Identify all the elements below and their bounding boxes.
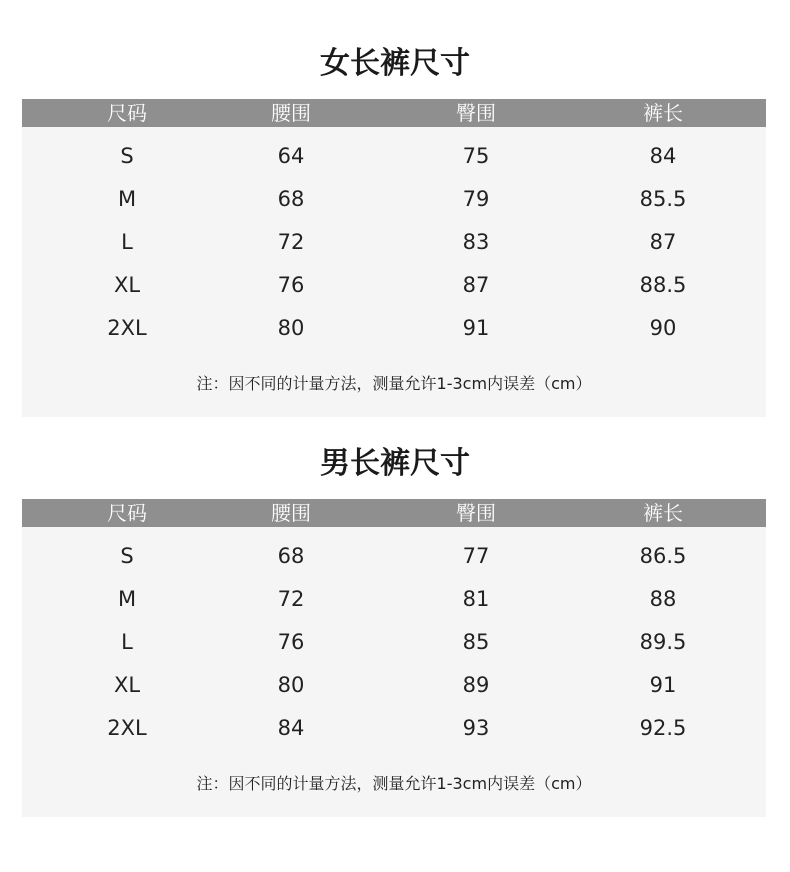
measurement-note: 注：因不同的计量方法，测量允许1-3cm内误差（cm） xyxy=(196,774,592,793)
size-cell: M xyxy=(117,187,137,211)
size-cell: XL xyxy=(113,673,141,697)
size-cell: S xyxy=(120,144,134,168)
women-size-title: 女长裤尺寸 xyxy=(320,46,470,81)
size-cell: L xyxy=(121,630,133,654)
table-row xyxy=(22,221,766,264)
table-row xyxy=(22,707,766,750)
table-row xyxy=(22,307,766,350)
length-cell: 85.5 xyxy=(639,187,687,211)
header-waist: 腰围 xyxy=(271,501,311,525)
table-row xyxy=(22,578,766,621)
hip-cell: 81 xyxy=(462,587,490,611)
hip-cell: 77 xyxy=(462,544,490,568)
size-cell: S xyxy=(120,544,134,568)
waist-cell: 72 xyxy=(277,587,305,611)
hip-cell: 93 xyxy=(462,716,490,740)
waist-cell: 80 xyxy=(277,673,305,697)
hip-cell: 79 xyxy=(462,187,490,211)
women-size-table xyxy=(22,99,766,417)
hip-cell: 75 xyxy=(462,144,490,168)
waist-cell: 76 xyxy=(277,630,305,654)
header-size: 尺码 xyxy=(107,101,147,125)
header-hip: 臀围 xyxy=(456,501,496,525)
table-row xyxy=(22,135,766,178)
men-size-title: 男长裤尺寸 xyxy=(320,446,470,481)
waist-cell: 72 xyxy=(277,230,305,254)
waist-cell: 76 xyxy=(277,273,305,297)
size-cell: 2XL xyxy=(107,716,147,740)
header-length: 裤长 xyxy=(643,501,683,525)
women-size-section xyxy=(0,42,790,422)
hip-cell: 91 xyxy=(462,316,490,340)
length-cell: 88 xyxy=(649,587,677,611)
size-cell: M xyxy=(117,587,137,611)
header-hip: 臀围 xyxy=(456,101,496,125)
waist-cell: 80 xyxy=(277,316,305,340)
table-header-row xyxy=(22,499,766,527)
table-header-row xyxy=(22,99,766,127)
length-cell: 88.5 xyxy=(639,273,687,297)
length-cell: 92.5 xyxy=(639,716,687,740)
men-size-table xyxy=(22,499,766,817)
waist-cell: 68 xyxy=(277,544,305,568)
header-length: 裤长 xyxy=(643,101,683,125)
header-size: 尺码 xyxy=(107,501,147,525)
table-row xyxy=(22,621,766,664)
men-size-section xyxy=(0,442,790,822)
length-cell: 86.5 xyxy=(639,544,687,568)
size-cell: L xyxy=(121,230,133,254)
table-row xyxy=(22,178,766,221)
size-cell: 2XL xyxy=(107,316,147,340)
size-cell: XL xyxy=(113,273,141,297)
length-cell: 84 xyxy=(649,144,677,168)
waist-cell: 64 xyxy=(277,144,305,168)
table-row xyxy=(22,535,766,578)
length-cell: 90 xyxy=(649,316,677,340)
hip-cell: 89 xyxy=(462,673,490,697)
hip-cell: 85 xyxy=(462,630,490,654)
length-cell: 87 xyxy=(649,230,677,254)
length-cell: 89.5 xyxy=(639,630,687,654)
measurement-note: 注：因不同的计量方法，测量允许1-3cm内误差（cm） xyxy=(196,374,592,393)
table-row xyxy=(22,664,766,707)
waist-cell: 68 xyxy=(277,187,305,211)
header-waist: 腰围 xyxy=(271,101,311,125)
length-cell: 91 xyxy=(649,673,677,697)
table-row xyxy=(22,264,766,307)
hip-cell: 83 xyxy=(462,230,490,254)
waist-cell: 84 xyxy=(277,716,305,740)
hip-cell: 87 xyxy=(462,273,490,297)
